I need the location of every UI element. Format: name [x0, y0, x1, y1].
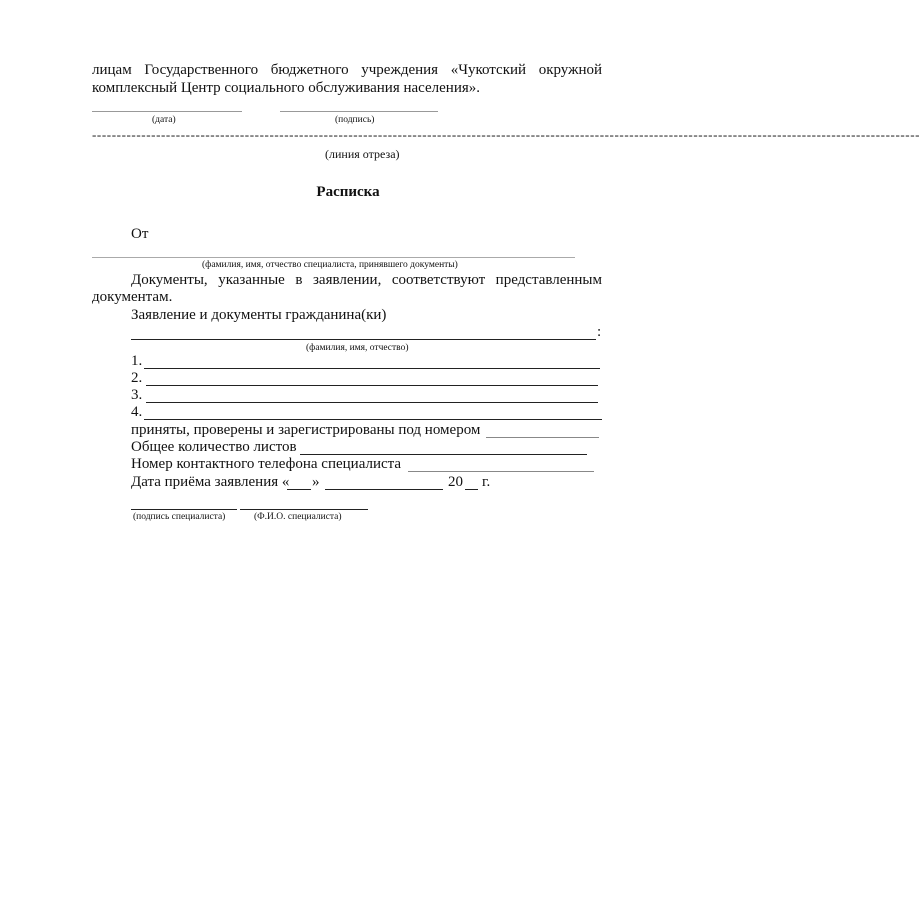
month-line[interactable]	[325, 489, 443, 490]
intro-line-1: лицам Государственного бюджетного учреждения «Чукотский окружной	[92, 62, 602, 78]
sig-caption: (подпись специалиста)	[133, 512, 226, 522]
application-label: Заявление и документы гражданина(ки)	[131, 307, 387, 323]
signature-caption: (подпись)	[335, 115, 375, 125]
year-label: 20	[448, 474, 463, 490]
phone-label: Номер контактного телефона специалиста	[131, 456, 402, 472]
year-suffix: г.	[482, 474, 491, 490]
docs-line-1: Документы, указанные в заявлении, соответствуют представленным	[131, 272, 602, 288]
day-line[interactable]	[287, 489, 311, 490]
item-1-label: 1.	[131, 353, 143, 369]
sheets-line[interactable]	[300, 454, 587, 455]
item-2-line[interactable]	[146, 385, 598, 386]
specialist-name-line[interactable]	[92, 257, 575, 258]
specialist-fio-line[interactable]	[240, 509, 368, 510]
year-line[interactable]	[465, 489, 478, 490]
date-label: Дата приёма заявления «	[131, 474, 290, 490]
item-4-line[interactable]	[144, 419, 602, 420]
accepted-label: приняты, проверены и зарегистрированы под номером	[131, 422, 481, 438]
item-3-line[interactable]	[146, 402, 598, 403]
item-1-line[interactable]	[144, 368, 600, 369]
citizen-caption: (фамилия, имя, отчество)	[306, 343, 409, 353]
date-mid: »	[312, 474, 320, 490]
specialist-signature-line[interactable]	[131, 509, 237, 510]
from-label: От	[131, 226, 149, 242]
registration-number-line[interactable]	[486, 437, 599, 438]
date-caption: (дата)	[152, 115, 176, 125]
intro-line-2: комплексный Центр социального обслуживания населения».	[92, 80, 480, 96]
cut-caption: (линия отреза)	[325, 147, 400, 161]
name-caption: (Ф.И.О. специалиста)	[254, 512, 342, 522]
date-line[interactable]	[92, 111, 242, 112]
sheets-label: Общее количество листов	[131, 439, 297, 455]
item-2-label: 2.	[131, 370, 143, 386]
specialist-caption: (фамилия, имя, отчество специалиста, принявшего документы)	[202, 260, 458, 270]
cut-line: ------------------------------------------------------------------------------------------------------------------------------------------------------------------------	[92, 127, 920, 142]
receipt-title: Расписка	[316, 184, 380, 200]
signature-line[interactable]	[280, 111, 438, 112]
docs-line-2: документам.	[92, 289, 173, 305]
citizen-name-line[interactable]	[131, 339, 596, 340]
item-3-label: 3.	[131, 387, 143, 403]
item-4-label: 4.	[131, 404, 143, 420]
phone-line[interactable]	[408, 471, 594, 472]
citizen-colon: :	[597, 324, 602, 340]
